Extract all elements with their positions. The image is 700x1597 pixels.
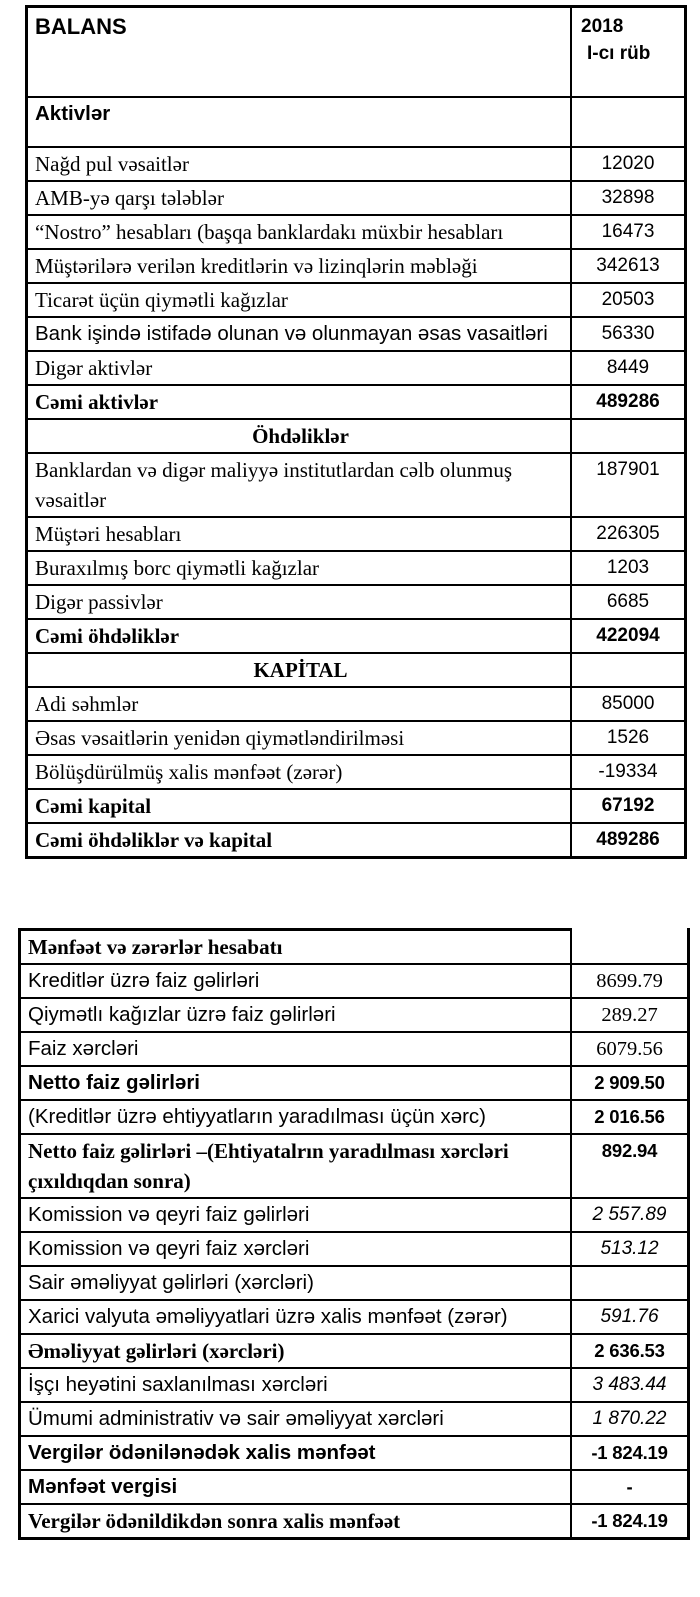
table-row (25, 518, 687, 552)
row-label: Digər passivlər (25, 586, 570, 620)
row-value: 489286 (570, 824, 687, 859)
table-row (25, 352, 687, 386)
row-value: -1 824.19 (570, 1505, 690, 1540)
row-value: 8699.79 (570, 965, 690, 999)
balance-table (25, 5, 687, 859)
row-value: 67192 (570, 790, 687, 824)
table-row (18, 1033, 690, 1067)
table-row (18, 1301, 690, 1335)
table-row (18, 1335, 690, 1369)
table-row (18, 965, 690, 999)
row-label: Nağd pul vəsaitlər (25, 148, 570, 182)
table-row (25, 250, 687, 284)
row-value (570, 654, 687, 688)
row-label: Bank işində istifadə olunan və olunmayan əsas vasaitləri (25, 318, 570, 352)
table-row (18, 1233, 690, 1267)
row-label: Komission və qeyri faiz xərcləri (18, 1233, 570, 1267)
row-value: 226305 (570, 518, 687, 552)
table-row (18, 1369, 690, 1403)
row-label: Vergilər ödənildikdən sonra xalis mənfəət (18, 1505, 570, 1540)
row-value: 342613 (570, 250, 687, 284)
row-label: İşçı heyətini saxlanılması xərcləri (18, 1369, 570, 1403)
table-row (18, 1199, 690, 1233)
row-value: 85000 (570, 688, 687, 722)
row-value: 2 557.89 (570, 1199, 690, 1233)
table-row (25, 284, 687, 318)
row-label: Cəmi öhdəliklər (25, 620, 570, 654)
table-row (25, 454, 687, 518)
row-value: 2 636.53 (570, 1335, 690, 1369)
row-label: Müştərilərə verilən kreditlərin və lizinqlərin məbləği (25, 250, 570, 284)
row-value: 1203 (570, 552, 687, 586)
row-label: Ticarət üçün qiymətli kağızlar (25, 284, 570, 318)
row-label: Cəmi aktivlər (25, 386, 570, 420)
row-label: Vergilər ödənilənədək xalis mənfəət (18, 1437, 570, 1471)
table-row (25, 824, 687, 859)
row-label: Sair əməliyyat gəlirləri (xərcləri) (18, 1267, 570, 1301)
table-row (18, 1135, 690, 1199)
row-label: Banklardan və digər maliyyə institutlardan cəlb olunmuş vəsaitlər (25, 454, 570, 518)
row-label: Faiz xərcləri (18, 1033, 570, 1067)
row-label: Ümumi administrativ və sair əməliyyat xərcləri (18, 1403, 570, 1437)
row-value (570, 928, 690, 965)
row-value: 56330 (570, 318, 687, 352)
row-label: Əsas vəsaitlərin yenidən qiymətləndirilməsi (25, 722, 570, 756)
table-row (25, 654, 687, 688)
row-label: Mənfəət və zərərlər hesabatı (18, 928, 570, 965)
income-statement-table (18, 928, 690, 1540)
row-value: 2 016.56 (570, 1101, 690, 1135)
table-row (25, 420, 687, 454)
balance-period-header (570, 5, 687, 98)
row-label: Xarici valyuta əməliyyatlari üzrə xalis mənfəət (zərər) (18, 1301, 570, 1335)
row-label: Öhdəliklər (25, 420, 570, 454)
row-label: KAPİTAL (25, 654, 570, 688)
table-row (18, 1403, 690, 1437)
row-label: Mənfəət vergisi (18, 1471, 570, 1505)
row-label: Komission və qeyri faiz gəlirləri (18, 1199, 570, 1233)
row-value: - (570, 1471, 690, 1505)
row-label: Müştəri hesabları (25, 518, 570, 552)
row-value: 3 483.44 (570, 1369, 690, 1403)
period-quarter: I-cı rüb (587, 43, 651, 64)
row-value: 2 909.50 (570, 1067, 690, 1101)
row-label: Qiymətlı kağızlar üzrə faiz gəlirləri (18, 999, 570, 1033)
table-row (18, 1267, 690, 1301)
table-row (18, 1067, 690, 1101)
row-value: 892.94 (570, 1135, 690, 1199)
table-row (18, 1471, 690, 1505)
row-value: 6685 (570, 586, 687, 620)
table-row (18, 1437, 690, 1471)
row-value: 6079.56 (570, 1033, 690, 1067)
table-row (25, 148, 687, 182)
table-row (18, 999, 690, 1033)
row-value: 513.12 (570, 1233, 690, 1267)
row-value: 489286 (570, 386, 687, 420)
table-row (25, 216, 687, 250)
row-label: Buraxılmış borc qiymətli kağızlar (25, 552, 570, 586)
row-label: Netto faiz gəlirləri –(Ehtiyatalrın yaradılması xərcləri çıxıldıqdan sonra) (18, 1135, 570, 1199)
balance-header-row (25, 5, 687, 98)
row-value: 187901 (570, 454, 687, 518)
table-row (25, 790, 687, 824)
row-label: Aktivlər (25, 98, 570, 148)
row-label: Netto faiz gəlirləri (18, 1067, 570, 1101)
table-row (25, 586, 687, 620)
table-row (25, 756, 687, 790)
table-row (25, 552, 687, 586)
row-label: Digər aktivlər (25, 352, 570, 386)
row-label: Bölüşdürülmüş xalis mənfəət (zərər) (25, 756, 570, 790)
row-label: Əməliyyat gəlirləri (xərcləri) (18, 1335, 570, 1369)
row-value (570, 98, 687, 148)
balance-title: BALANS (25, 5, 570, 98)
table-row (25, 722, 687, 756)
table-row (25, 688, 687, 722)
table-row (25, 318, 687, 352)
row-value: 591.76 (570, 1301, 690, 1335)
table-row (25, 620, 687, 654)
table-row (25, 182, 687, 216)
row-value: 20503 (570, 284, 687, 318)
row-label: (Kreditlər üzrə ehtiyyatların yaradılması üçün xərc) (18, 1101, 570, 1135)
row-label: Kreditlər üzrə faiz gəlirləri (18, 965, 570, 999)
row-label: “Nostro” hesabları (başqa banklardakı müxbir hesabları (25, 216, 570, 250)
row-label: Adi səhmlər (25, 688, 570, 722)
row-value: 12020 (570, 148, 687, 182)
table-row (18, 1101, 690, 1135)
row-value (570, 1267, 690, 1301)
row-value: 16473 (570, 216, 687, 250)
row-value: 32898 (570, 182, 687, 216)
row-value: 1 870.22 (570, 1403, 690, 1437)
row-value: 8449 (570, 352, 687, 386)
row-value: 422094 (570, 620, 687, 654)
table-row (18, 928, 690, 965)
table-row (18, 1505, 690, 1540)
table-row (25, 98, 687, 148)
row-value (570, 420, 687, 454)
table-row (25, 386, 687, 420)
row-label: Cəmi kapital (25, 790, 570, 824)
row-value: 1526 (570, 722, 687, 756)
period-year: 2018 (581, 16, 624, 37)
row-label: Cəmi öhdəliklər və kapital (25, 824, 570, 859)
row-value: -1 824.19 (570, 1437, 690, 1471)
row-value: -19334 (570, 756, 687, 790)
row-value: 289.27 (570, 999, 690, 1033)
row-label: AMB-yə qarşı tələblər (25, 182, 570, 216)
